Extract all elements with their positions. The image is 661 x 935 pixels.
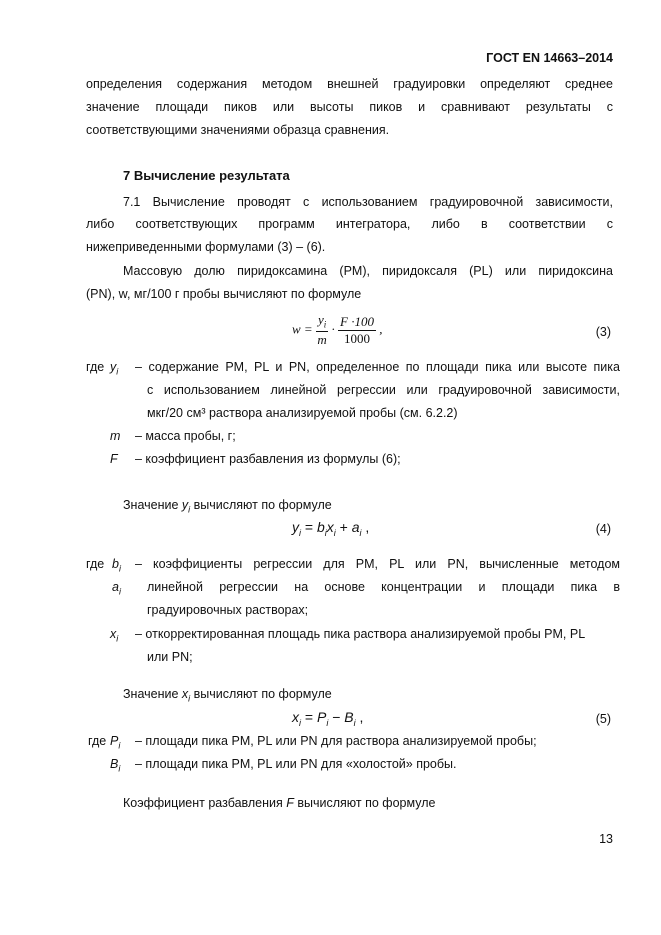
- formula-5-x-sub: i: [299, 717, 301, 728]
- formula-3-lhs: w =: [292, 321, 313, 337]
- formula-3-fraction-1: [316, 313, 328, 348]
- formula-5-x: x: [292, 709, 299, 725]
- formula-3-num-2: F ·100: [338, 315, 376, 331]
- symbol-B-letter: B: [110, 757, 119, 771]
- xi-paragraph: [123, 687, 332, 704]
- where-label-3: где: [86, 360, 105, 374]
- dilution-paragraph: [123, 796, 435, 810]
- formula-4-x: x: [326, 519, 334, 535]
- page-number: 13: [599, 832, 613, 846]
- intro-line-1: определения содержания методом внешней градуировки определяют среднее: [86, 77, 613, 91]
- formula-3-num-1: y: [317, 312, 324, 327]
- symbol-m: m: [110, 429, 121, 443]
- intro-line-2: значение площади пиков или высоты пиков и сравнивают результаты с: [86, 100, 613, 114]
- desc-y-1: – содержание PM, PL и PN, определенное по площади пика или высоте пика: [135, 360, 620, 374]
- formula-3-den-2: 1000: [343, 330, 370, 346]
- yi-sub: i: [188, 504, 191, 515]
- formula-5-number: (5): [595, 712, 611, 726]
- formula-4-x-sub: i: [333, 527, 336, 538]
- symbol-a-letter: a: [112, 580, 119, 594]
- formula-4-equals: =: [301, 519, 317, 535]
- desc-b-1: – коэффициенты регрессии для PM, PL или PN, вычисленные методом: [135, 557, 620, 571]
- formula-3-number: (3): [595, 325, 611, 339]
- formula-4-b-sub: i: [324, 527, 327, 538]
- symbol-P: [110, 734, 120, 751]
- formula-4-y-sub: i: [299, 527, 301, 538]
- formula-3: [292, 313, 382, 348]
- p71-line-1: 7.1 Вычисление проводят с использованием градуировочной зависимости,: [123, 195, 613, 209]
- desc-y-3: мкг/20 см³ раствора анализируемой пробы (см. 6.2.2): [147, 406, 458, 420]
- p71-line-2: либо соответствующих программ интегратора, либо в соответствии с: [86, 217, 613, 231]
- symbol-y-letter: y: [110, 360, 117, 374]
- desc-m: – масса пробы, г;: [135, 429, 236, 443]
- where-label-4: где: [86, 557, 105, 571]
- desc-F: – коэффициент разбавления из формулы (6);: [135, 452, 401, 466]
- formula-5-P: P: [316, 709, 327, 725]
- formula-3-dot: ·: [331, 321, 335, 337]
- desc-b-2: линейной регрессии на основе концентрации и площади пика в: [147, 580, 620, 594]
- symbol-x-letter: x: [110, 627, 117, 641]
- desc-B: – площади пика PM, PL или PN для «холостой» пробы.: [135, 757, 457, 771]
- symbol-y: [110, 360, 118, 377]
- dilution-symbol: F: [286, 796, 294, 810]
- formula-5-P-sub: i: [326, 717, 329, 728]
- formula-3-den-1: m: [317, 332, 327, 348]
- symbol-b: [112, 557, 121, 574]
- yi-text-after: вычисляют по формуле: [190, 498, 332, 512]
- symbol-b-letter: b: [112, 557, 119, 571]
- mass-fraction-line-2: (PN), w, мг/100 г пробы вычисляют по формуле: [86, 287, 362, 301]
- desc-x-2: или PN;: [147, 650, 193, 664]
- document-header-code: ГОСТ EN 14663–2014: [486, 51, 613, 65]
- intro-line-3: соответствующими значениями образца сравнения.: [86, 123, 390, 137]
- formula-4-tail: ,: [361, 519, 370, 535]
- p71-line-3: нижеприведенными формулами (3) – (6).: [86, 240, 326, 254]
- formula-3-sub-1: i: [323, 319, 327, 330]
- xi-text-before: Значение: [123, 687, 182, 701]
- desc-P: – площади пика PM, PL или PN для раствора анализируемой пробы;: [135, 734, 537, 748]
- dilution-text-before: Коэффициент разбавления: [123, 796, 287, 810]
- yi-symbol: y: [181, 498, 189, 512]
- formula-3-fraction-2: [338, 315, 376, 347]
- symbol-y-sub: i: [116, 366, 119, 377]
- formula-4-y: y: [292, 519, 299, 535]
- xi-sub: i: [188, 693, 191, 704]
- formula-4-plus: +: [335, 519, 352, 535]
- desc-y-2: с использованием линейной регрессии или градуировочной зависимости,: [147, 383, 620, 397]
- symbol-P-sub: i: [118, 740, 121, 751]
- formula-4: [292, 519, 369, 538]
- formula-5: [292, 709, 363, 728]
- formula-5-minus: −: [328, 709, 345, 725]
- symbol-P-letter: P: [110, 734, 119, 748]
- symbol-x: [110, 627, 118, 644]
- symbol-b-sub: i: [118, 563, 121, 574]
- formula-4-number: (4): [595, 522, 611, 536]
- xi-text-after: вычисляют по формуле: [190, 687, 332, 701]
- section-heading: 7 Вычисление результата: [123, 168, 290, 183]
- formula-4-b: b: [316, 519, 325, 535]
- formula-3-tail: ,: [379, 321, 383, 337]
- symbol-B-sub: i: [118, 763, 121, 774]
- formula-5-equals: =: [301, 709, 317, 725]
- desc-x-1: – откорректированная площадь пика раствора анализируемой пробы PM, PL: [135, 627, 586, 641]
- dilution-text-after: вычисляют по формуле: [293, 796, 436, 810]
- symbol-x-sub: i: [116, 633, 119, 644]
- formula-5-B-sub: i: [353, 717, 356, 728]
- symbol-a: [112, 580, 121, 597]
- symbol-F: F: [110, 452, 118, 466]
- desc-b-3: градуировочных растворах;: [147, 603, 309, 617]
- yi-paragraph: [123, 498, 332, 515]
- xi-symbol: x: [181, 687, 189, 701]
- where-label-5: где: [88, 734, 107, 748]
- yi-text-before: Значение: [123, 498, 182, 512]
- formula-5-B: B: [344, 709, 354, 725]
- formula-4-a-sub: i: [359, 527, 362, 538]
- formula-4-a: a: [351, 519, 360, 535]
- symbol-B: [110, 757, 120, 774]
- formula-5-tail: ,: [355, 709, 364, 725]
- symbol-a-sub: i: [118, 586, 121, 597]
- mass-fraction-line-1: Массовую долю пиридоксамина (PM), пиридоксаля (PL) или пиридоксина: [123, 264, 613, 278]
